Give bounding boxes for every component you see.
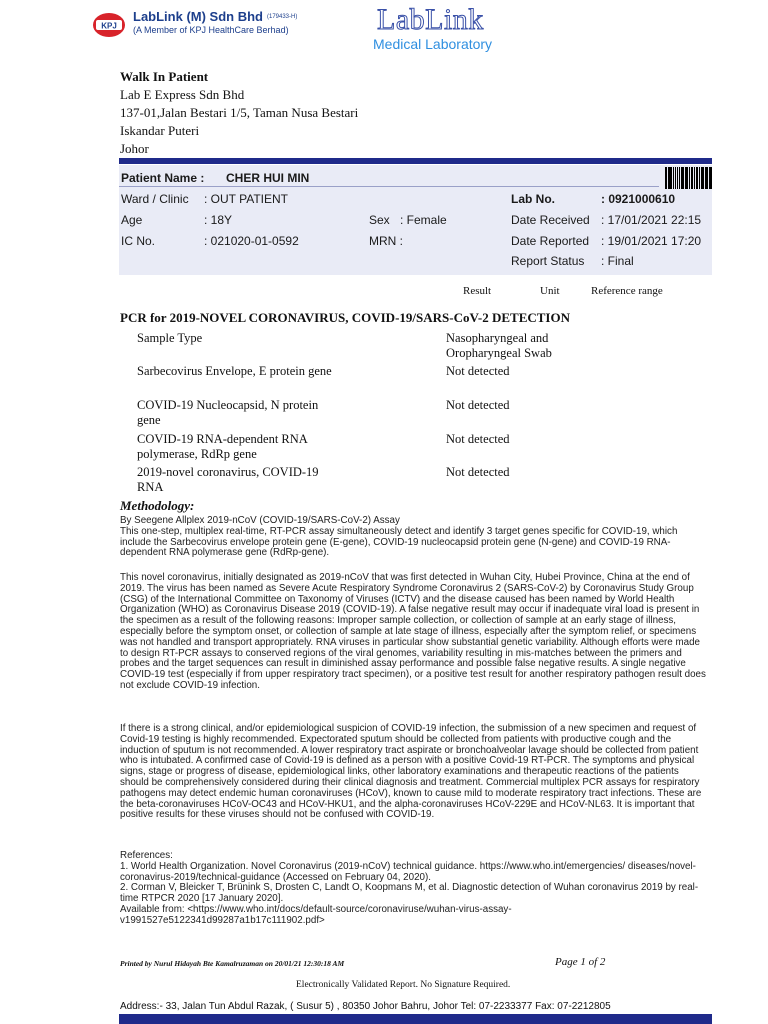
- date-received-label: Date Received: [511, 213, 590, 227]
- result-row-name: 2019-novel coronavirus, COVID-19 RNA: [137, 465, 319, 494]
- result-row-value: Not detected: [446, 465, 510, 479]
- address-line-4: Johor: [120, 141, 149, 156]
- sex-value: : Female: [400, 213, 447, 227]
- patient-name: CHER HUI MIN: [226, 171, 310, 185]
- methodology-paragraph-1: [120, 516, 710, 559]
- lablink-logo: LabLink: [377, 3, 484, 36]
- result-row-name: Sample Type: [137, 331, 203, 345]
- address-line-1: Lab E Express Sdn Bhd: [120, 87, 245, 102]
- company-name-text: LabLink (M) Sdn Bhd: [133, 9, 263, 24]
- kpj-logo-text: KPJ: [101, 21, 117, 31]
- methodology-assay-body: This one-step, multiplex real-time, RT-PCR assay simultaneously detect and identify 3 target genes specific for COVID-19, which include the Sarbecovirus envelope protein gene (E-gene), COVID-19 nucleocapsid protein gene (N-gene) and COVID-19 RNA-dependent RNA polymerase gene (RdRp-gene).: [120, 525, 678, 559]
- age-label: Age: [121, 213, 143, 227]
- reference-3: Available from: <https://www.who.int/docs/default-source/coronaviruse/wuhan-virus-assay-v1991527e5122341d99287a1b17c111902.pdf>: [120, 903, 512, 926]
- methodology-paragraph-2: [120, 573, 710, 692]
- patient-type: Walk In Patient: [120, 69, 209, 84]
- result-row-value: Nasopharyngeal and Oropharyngeal Swab: [446, 331, 552, 360]
- mrn-label: MRN :: [369, 234, 403, 248]
- date-reported-value: : 19/01/2021 17:20: [601, 234, 702, 248]
- company-member: (A Member of KPJ HealthCare Berhad): [133, 25, 289, 35]
- printed-by: Printed by Nurul Hidayah Bte Kamalruzaman on 20/01/21 12:30:18 AM: [120, 959, 345, 968]
- references-heading: References:: [120, 850, 173, 861]
- page-number: Page 1 of 2: [555, 956, 606, 968]
- test-section-title: PCR for 2019-NOVEL CORONAVIRUS, COVID-19/SARS-CoV-2 DETECTION: [120, 310, 570, 325]
- date-reported-label: Date Reported: [511, 234, 590, 248]
- bottom-divider-bar: [119, 1014, 712, 1024]
- reference-2: 2. Corman V, Bleicker T, Brünink S, Drosten C, Landt O, Koopmans M, et al. Diagnostic detection of Wuhan coronavirus 2019 by real-time RTPCR 2020 [17 January 2020].: [120, 882, 699, 905]
- ic-label: IC No.: [121, 234, 156, 248]
- references: [120, 851, 710, 927]
- result-row-name: Sarbecovirus Envelope, E protein gene: [137, 364, 332, 378]
- footer-address: Address:- 33, Jalan Tun Abdul Razak, ( Susur 5) , 80350 Johor Bahru, Johor Tel: 07-2233377 Fax: 07-2212805: [120, 1001, 611, 1012]
- patient-name-label: Patient Name :: [121, 171, 205, 185]
- methodology-assay-line: By Seegene Allplex 2019-nCoV (COVID-19/SARS-CoV-2) Assay: [120, 515, 400, 526]
- barcode: [665, 167, 713, 189]
- lab-no-value: : 0921000610: [601, 192, 676, 206]
- col-result-header: Result: [463, 285, 492, 297]
- sex-label: Sex: [369, 213, 390, 227]
- col-reference-header: Reference range: [591, 285, 663, 297]
- company-regno: (179433-H): [266, 14, 298, 20]
- col-unit-header: Unit: [540, 285, 560, 297]
- methodology-p3-text: If there is a strong clinical, and/or epidemiological suspicion of COVID-19 infection, the submission of a new specimen and request of Covid-19 testing is highly recommended. Expectorated sputum should be collected from patients with productive cough and the induction of sputum is not recommended. A lower respiratory tract aspirate or bronchoalveolar lavage should be collected from patient who is intubated. A confirmed case of Covid-19 is defined as a person with a positive Covid-19 RT-PCR. The symptoms and physical signs, stage or progress of disease, epidemiological links, other laboratory examinations and therapeutic reactions of the patients should be comprehensively considered during their clinical diagnosis and treatment. Commercial multiplex PCR assays for respiratory pathogens may detect endemic human coronaviruses (HCoV), known to cause mild to moderate respiratory tract infections. These are the beta-coronaviruses HCoV-OC43 and HCoV-HKU1, and the alpha-coronaviruses HCoV-229E and HCoV-NL63. It is important that positive results for these viruses should not be confused with COVID-19.: [120, 723, 702, 821]
- validation-note: Electronically Validated Report. No Signature Required.: [296, 980, 511, 990]
- top-divider-bar: [119, 158, 712, 164]
- result-row-name: COVID-19 RNA-dependent RNA polymerase, RdRp gene: [137, 432, 308, 461]
- reference-1: 1. World Health Organization. Novel Coronavirus (2019-nCoV) technical guidance. https://www.who.int/emergencies/ diseases/novel-coronavirus-2019/technical-guidance (Accessed on February 04, 2020).: [120, 860, 696, 883]
- kpj-logo: [92, 12, 126, 38]
- report-status-label: Report Status: [511, 254, 585, 268]
- methodology-heading: Methodology:: [120, 498, 195, 513]
- age-value: : 18Y: [204, 213, 233, 227]
- address-line-2: 137-01,Jalan Bestari 1/5, Taman Nusa Bestari: [120, 105, 359, 120]
- panel-divider: [119, 186, 659, 187]
- result-row-value: Not detected: [446, 398, 510, 412]
- lablink-subtitle: Medical Laboratory: [373, 36, 493, 52]
- date-received-value: : 17/01/2021 22:15: [601, 213, 702, 227]
- methodology-p2-text: This novel coronavirus, initially designated as 2019-nCoV that was first detected in Wuhan City, Hubei Province, China at the end of 2019. The virus has been named as Severe Acute Respiratory Syndrome Coronavirus 2 (SARS-CoV-2) by Coronavirus Study Group (CSG) of the International Committee on Taxonomy of Viruses (ICTV) and the disease caused has been named by World Health Organization (WHO) as Coronavirus Disease 2019 (COVID-19). A false negative result may occur if inadequate viral load is present in the specimen as a result of the following reasons: Improper sample collection, or collection of sample at an early stage of illness, especially before the symptom onset, or collection of sample at late stage of illness, especially after the symptom relief, or specimens was not handled and transport appropriately. RNA viruses in particular show substantial genetic variability. Although efforts were made to design RT-PCR assays to conserved regions of the viral genomes, variability resulting in mis-matches between the primers and probes and the target sequences can result in diminished assay performance and possible false negative results. A single negative COVID-19 test (especially if from upper respiratory tract specimen), or a positive test result for another respiratory pathogen result does not exclude COVID-19 infection.: [120, 572, 706, 691]
- methodology-paragraph-3: [120, 724, 710, 821]
- lab-no-label: Lab No.: [511, 192, 555, 206]
- result-row-name: COVID-19 Nucleocapsid, N protein gene: [137, 398, 319, 427]
- result-row-value: Not detected: [446, 432, 510, 446]
- address-line-3: Iskandar Puteri: [120, 123, 200, 138]
- ic-value: : 021020-01-0592: [204, 234, 299, 248]
- ward-label: Ward / Clinic: [121, 192, 189, 206]
- report-status-value: : Final: [601, 254, 634, 268]
- ward-value: : OUT PATIENT: [204, 192, 289, 206]
- company-name: [133, 9, 297, 24]
- result-row-value: Not detected: [446, 364, 510, 378]
